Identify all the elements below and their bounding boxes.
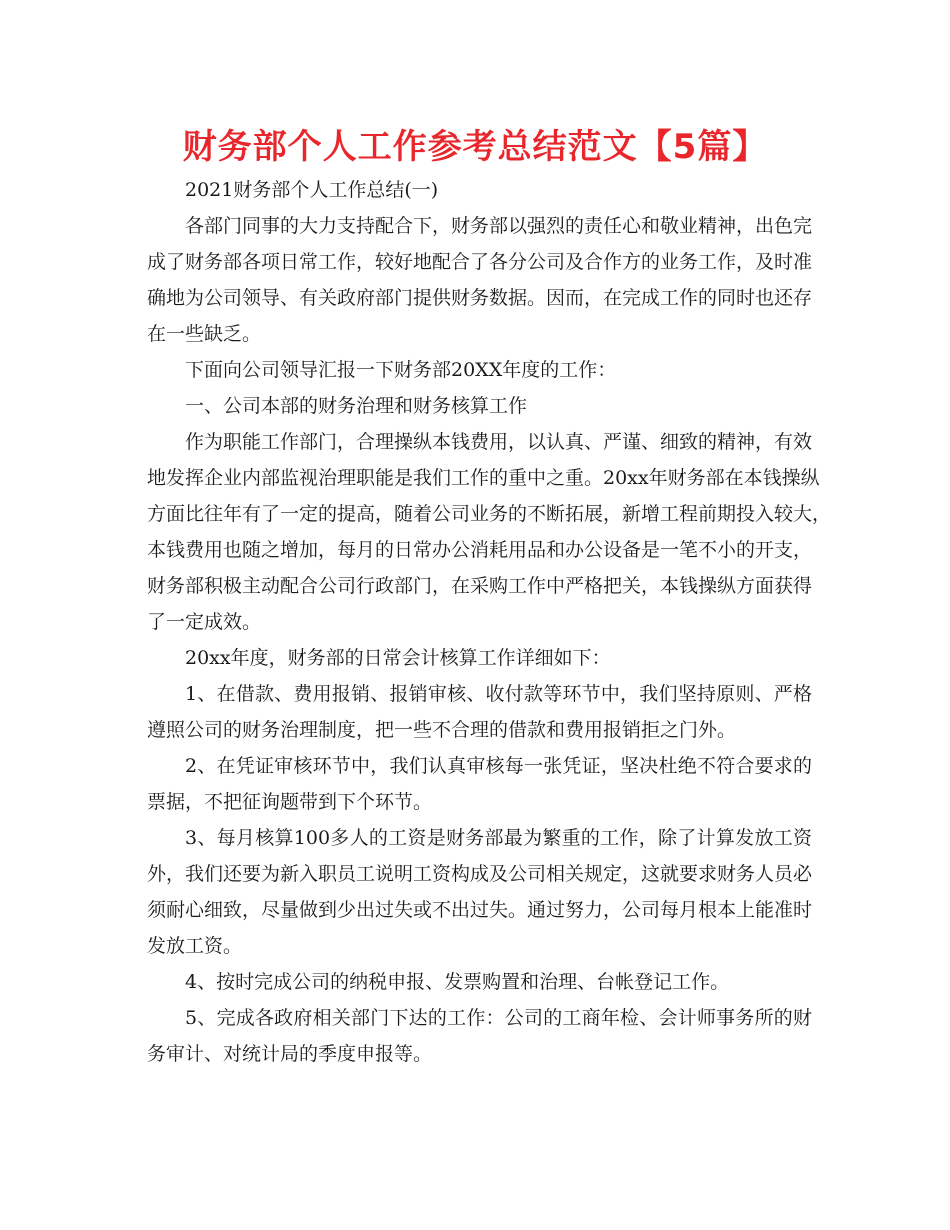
section-heading: 2021财务部个人工作总结(一)	[185, 179, 439, 201]
list-item-line: 须耐心细致，尽量做到少出过失或不出过失。通过努力，公司每月根本上能准时	[147, 899, 813, 921]
list-item-line: 5、完成各政府相关部门下达的工作：公司的工商年检、会计师事务所的财	[185, 1007, 812, 1029]
paragraph-line: 确地为公司领导、有关政府部门提供财务数据。因而，在完成工作的同时也还存	[147, 287, 813, 309]
paragraph-line: 地发挥企业内部监视治理职能是我们工作的重中之重。20xx年财务部在本钱操纵	[147, 467, 820, 489]
paragraph-line: 在一些缺乏。	[147, 323, 262, 345]
paragraph-line: 财务部积极主动配合公司行政部门，在采购工作中严格把关，本钱操纵方面获得	[147, 575, 813, 597]
list-item-line: 3、每月核算100多人的工资是财务部最为繁重的工作，除了计算发放工资	[185, 827, 812, 849]
paragraph-line: 下面向公司领导汇报一下财务部20XX年度的工作：	[185, 359, 617, 381]
paragraph-line: 方面比往年有了一定的提高，随着公司业务的不断拓展，新增工程前期投入较大，	[147, 503, 832, 525]
paragraph-line: 作为职能工作部门，合理操纵本钱费用，以认真、严谨、细致的精神，有效	[185, 431, 813, 453]
paragraph-line: 成了财务部各项日常工作，较好地配合了各分公司及合作方的业务工作，及时准	[147, 251, 813, 273]
paragraph-line: 本钱费用也随之增加，每月的日常办公消耗用品和办公设备是一笔不小的开支，	[147, 539, 813, 561]
list-item-line: 2、在凭证审核环节中，我们认真审核每一张凭证，坚决杜绝不符合要求的	[185, 755, 812, 777]
list-item-line: 4、按时完成公司的纳税申报、发票购置和治理、台帐登记工作。	[185, 971, 730, 993]
paragraph-line: 20xx年度，财务部的日常会计核算工作详细如下：	[185, 647, 611, 669]
document-title: 财务部个人工作参考总结范文【5篇】	[182, 127, 768, 167]
document-body	[147, 172, 832, 1072]
section-heading: 一、公司本部的财务治理和财务核算工作	[185, 395, 528, 417]
list-item-line: 遵照公司的财务治理制度，把一些不合理的借款和费用报销拒之门外。	[147, 719, 737, 741]
list-item-line: 1、在借款、费用报销、报销审核、收付款等环节中，我们坚持原则、严格	[185, 683, 812, 705]
list-item-line: 务审计、对统计局的季度申报等。	[147, 1043, 433, 1065]
list-item-line: 发放工资。	[147, 935, 243, 957]
list-item-line: 票据，不把征询题带到下个环节。	[147, 791, 433, 813]
list-item-line: 外，我们还要为新入职员工说明工资构成及公司相关规定，这就要求财务人员必	[147, 863, 813, 885]
paragraph-line: 各部门同事的大力支持配合下，财务部以强烈的责任心和敬业精神，出色完	[185, 215, 813, 237]
paragraph-line: 了一定成效。	[147, 611, 262, 633]
